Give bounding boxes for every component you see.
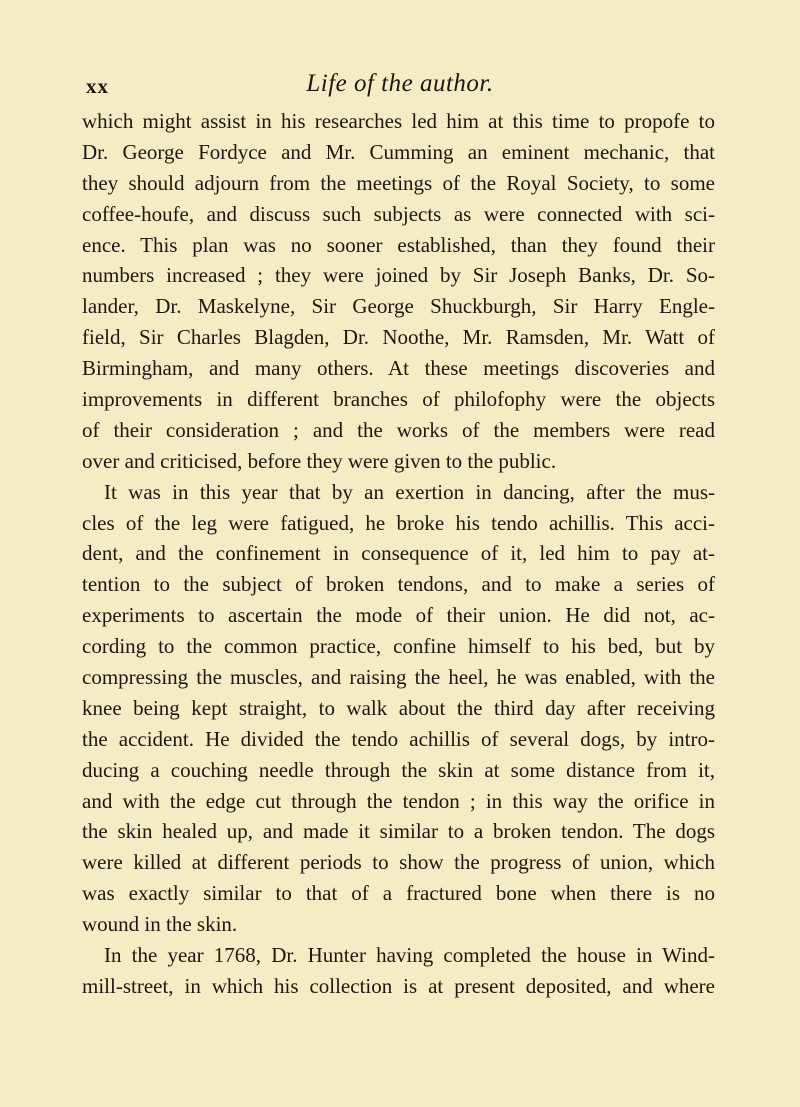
text-line-4: coffee-houfe, and discuss such subjects as were connected with sci- xyxy=(82,201,715,226)
text-line-23: and with the edge cut through the tendon ; in this way the orifice in xyxy=(82,788,715,813)
text-line-25: were killed at different periods to show the progress of union, which xyxy=(82,850,715,875)
page-number: xx xyxy=(86,74,109,98)
text-line-22: ducing a couching needle through the skin at some distance from it, xyxy=(82,757,715,782)
text-line-24: the skin healed up, and made it similar to a broken tendon. The dogs xyxy=(82,819,715,844)
text-line-7: lander, Dr. Maskelyne, Sir George Shuckburgh, Sir Harry Engle- xyxy=(82,294,715,319)
text-line-21: the accident. He divided the tendo achillis of several dogs, by intro- xyxy=(82,726,715,751)
text-line-16: tention to the subject of broken tendons, and to make a series of xyxy=(82,572,715,597)
text-line-1: which might assist in his researches led him at this time to propofe to xyxy=(82,109,715,133)
text-line-27: wound in the skin. xyxy=(82,912,238,937)
running-title: Life of the author. xyxy=(306,70,494,97)
text-line-5: ence. This plan was no sooner established, than they found their xyxy=(82,232,715,257)
body-text xyxy=(82,106,715,1002)
text-line-8: field, Sir Charles Blagden, Dr. Noothe, Mr. Ramsden, Mr. Watt of xyxy=(82,325,715,350)
text-line-28: In the year 1768, Dr. Hunter having completed the house in Wind- xyxy=(104,943,715,968)
text-line-11: of their consideration ; and the works of the members were read xyxy=(82,417,715,442)
text-line-6: numbers increased ; they were joined by Sir Joseph Banks, Dr. So- xyxy=(82,263,715,288)
text-line-3: they should adjourn from the meetings of the Royal Society, to some xyxy=(82,170,715,195)
text-line-14: cles of the leg were fatigued, he broke his tendo achillis. This acci- xyxy=(82,510,715,535)
running-head xyxy=(86,70,714,104)
text-line-12: over and criticised, before they were given to the public. xyxy=(82,448,557,473)
text-line-15: dent, and the confinement in consequence of it, led him to pay at- xyxy=(82,541,715,566)
text-line-18: cording to the common practice, confine himself to his bed, but by xyxy=(82,634,715,659)
text-line-2: Dr. George Fordyce and Mr. Cumming an eminent mechanic, that xyxy=(82,139,715,164)
text-line-9: Birmingham, and many others. At these meetings discoveries and xyxy=(82,356,715,381)
text-line-20: knee being kept straight, to walk about the third day after receiving xyxy=(82,695,715,720)
text-line-10: improvements in different branches of philofophy were the objects xyxy=(82,387,715,412)
text-line-13: It was in this year that by an exertion in dancing, after the mus- xyxy=(104,479,715,504)
text-line-19: compressing the muscles, and raising the heel, he was enabled, with the xyxy=(82,665,715,690)
text-line-26: was exactly similar to that of a fractured bone when there is no xyxy=(82,881,715,906)
text-line-17: experiments to ascertain the mode of their union. He did not, ac- xyxy=(82,603,715,628)
text-line-29: mill-street, in which his collection is at present deposited, and where xyxy=(82,973,715,998)
